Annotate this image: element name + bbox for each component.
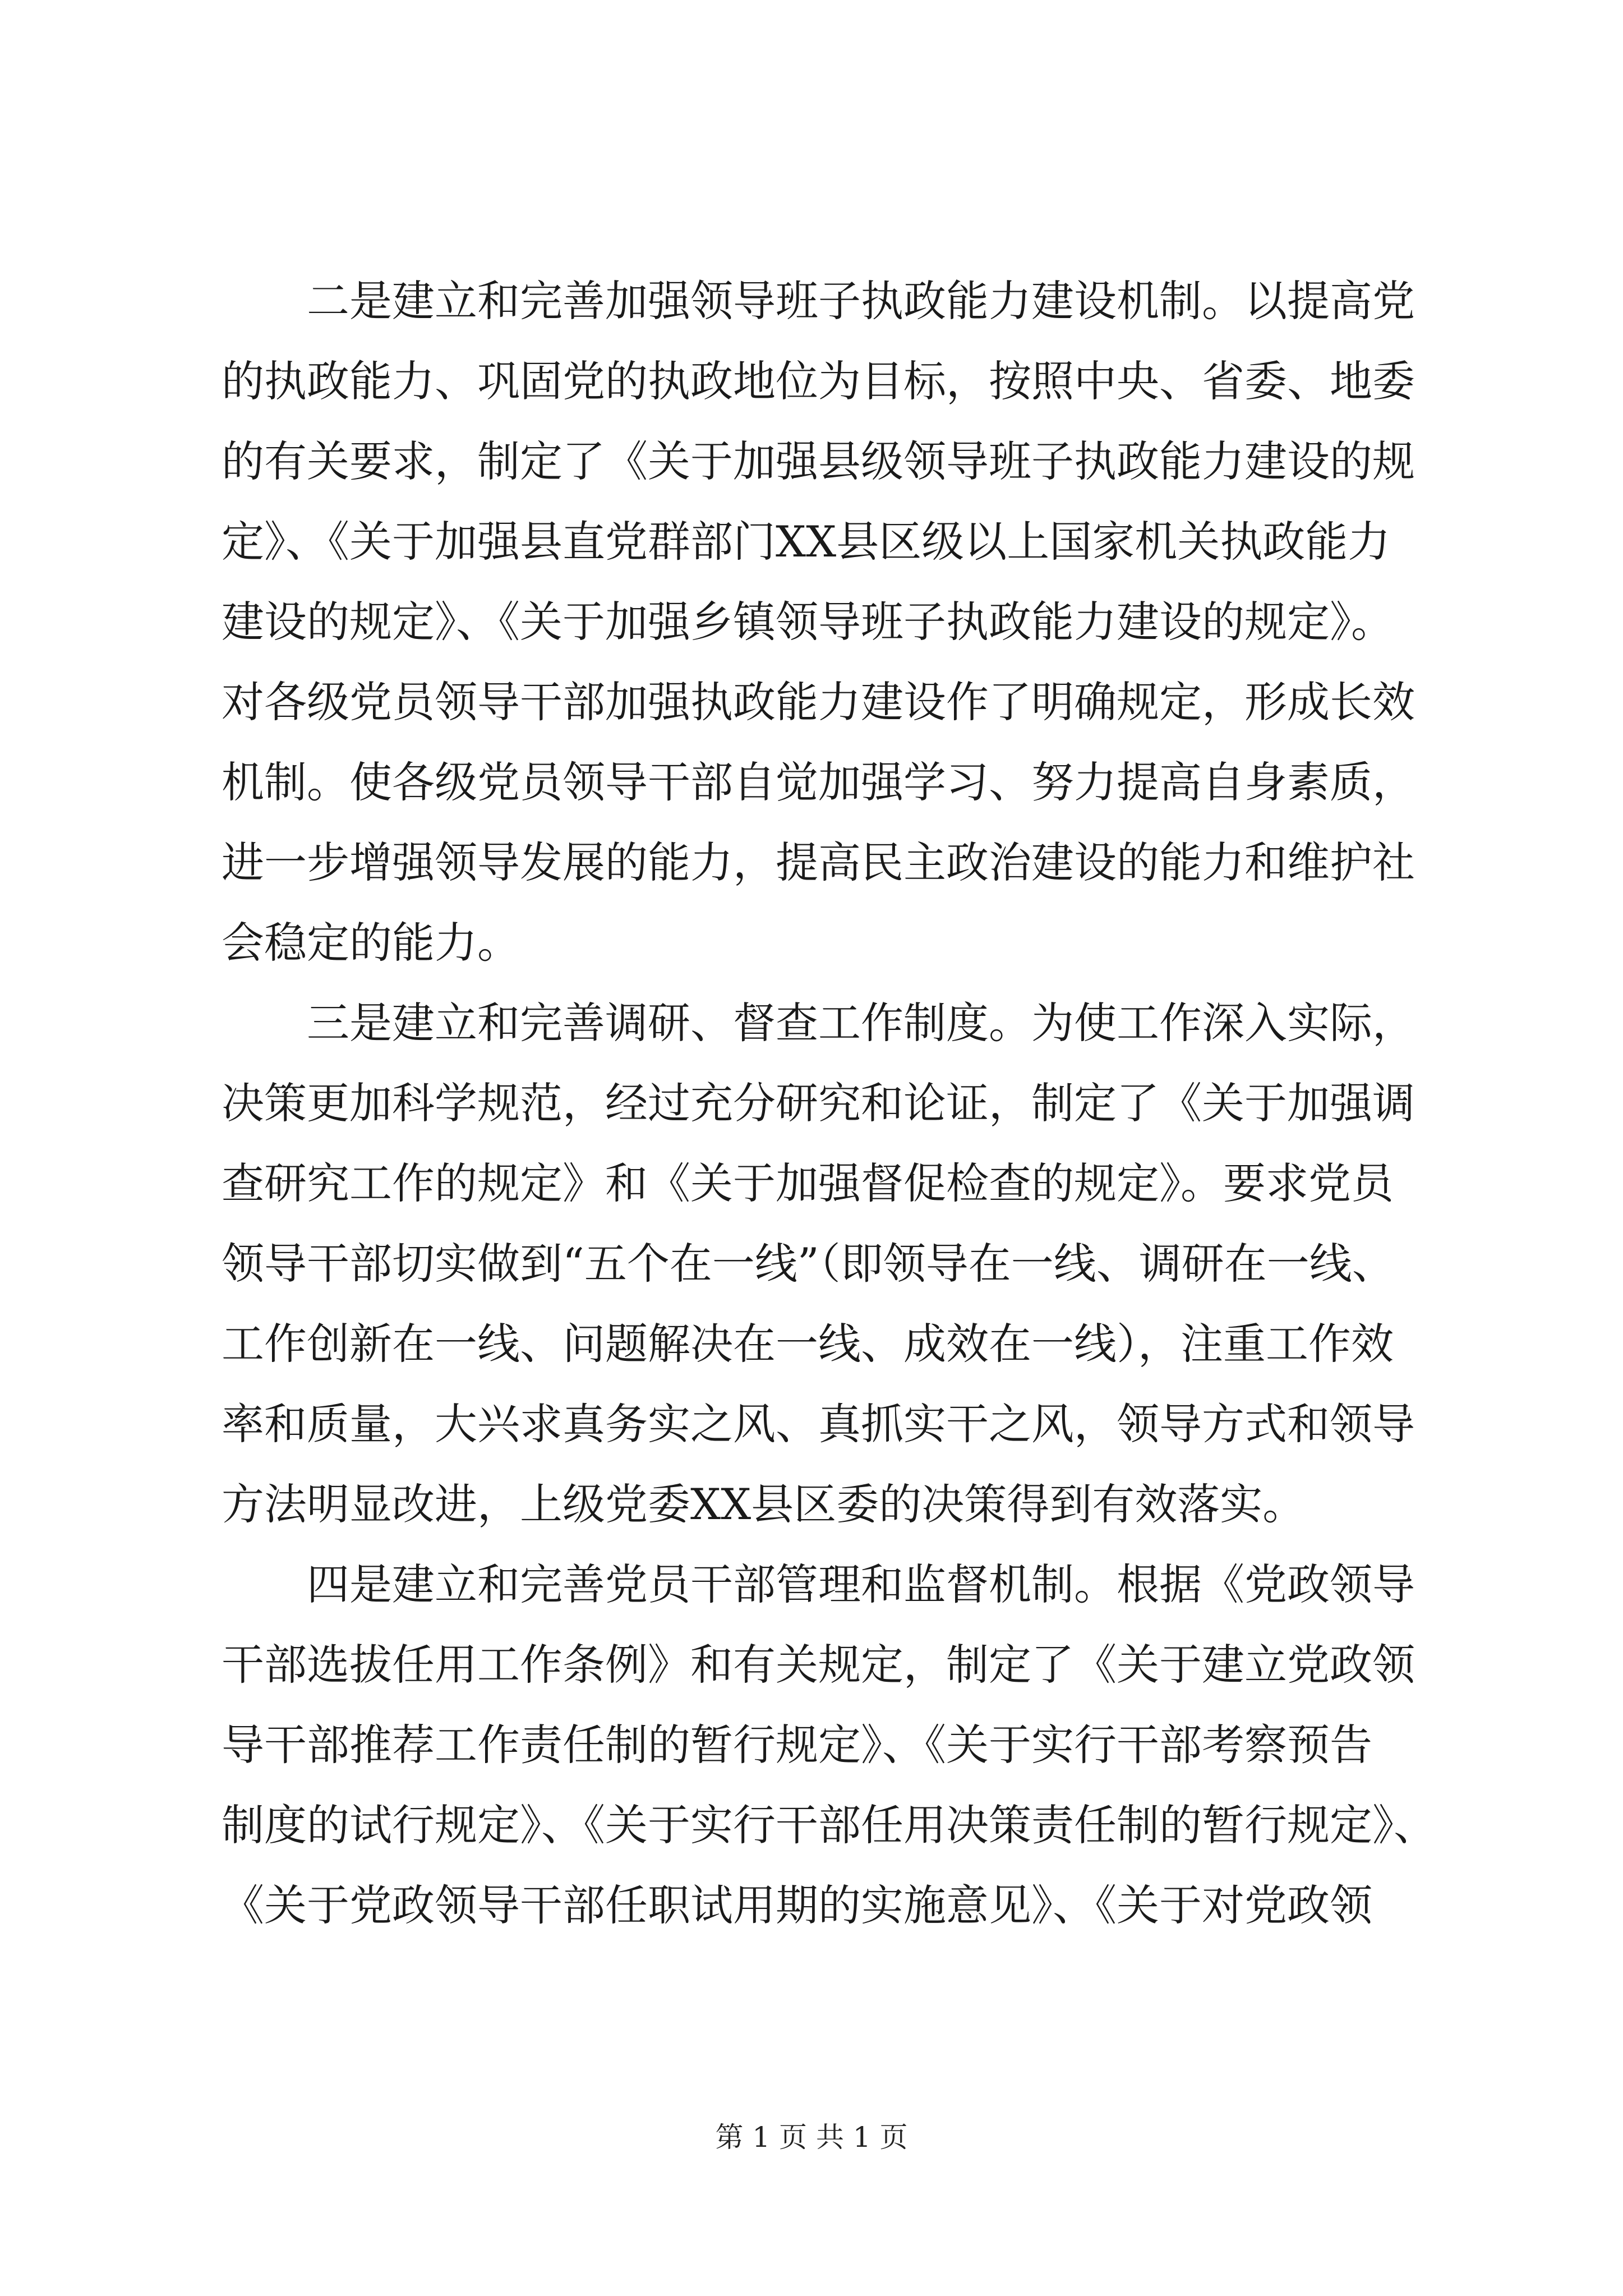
text-line: 二是建立和完善加强领导班子执政能力建设机制。以提高党 — [222, 276, 1415, 326]
text-line: 三是建立和完善调研、督查工作制度。为使工作深入实际， — [222, 998, 1415, 1048]
text-line: 的执政能力、巩固党的执政地位为目标，按照中央、省委、地委 — [222, 356, 1415, 406]
page-footer: 第 1 页 共 1 页 — [715, 2121, 908, 2154]
text-line: 《关于党政领导干部任职试用期的实施意见》、《关于对党政领 — [222, 1880, 1372, 1930]
text-line: 会稳定的能力。 — [222, 918, 520, 968]
text-line: 领导干部切实做到“五个在一线”（即领导在一线、调研在一线、 — [222, 1239, 1395, 1289]
text-line: 机制。使各级党员领导干部自觉加强学习、努力提高自身素质， — [222, 757, 1415, 807]
text-line: 制度的试行规定》、《关于实行干部任用决策责任制的暂行规定》、 — [222, 1800, 1436, 1850]
text-line: 率和质量，大兴求真务实之风、真抓实干之风，领导方式和领导 — [222, 1399, 1415, 1449]
text-line: 决策更加科学规范，经过充分研究和论证，制定了《关于加强调 — [222, 1078, 1415, 1128]
text-line: 对各级党员领导干部加强执政能力建设作了明确规定，形成长效 — [222, 677, 1415, 727]
text-line: 四是建立和完善党员干部管理和监督机制。根据《党政领导 — [222, 1559, 1415, 1609]
text-line: 工作创新在一线、问题解决在一线、成效在一线），注重工作效 — [222, 1319, 1394, 1369]
text-line: 建设的规定》、《关于加强乡镇领导班子执政能力建设的规定》。 — [222, 597, 1394, 647]
text-line: 干部选拔任用工作条例》和有关规定，制定了《关于建立党政领 — [222, 1640, 1415, 1690]
text-line: 导干部推荐工作责任制的暂行规定》、《关于实行干部考察预告 — [222, 1720, 1372, 1770]
text-line: 方法明显改进，上级党委XX县区委的决策得到有效落实。 — [222, 1479, 1306, 1529]
text-line: 查研究工作的规定》和《关于加强督促检查的规定》。要求党员 — [222, 1158, 1394, 1208]
text-line: 的有关要求，制定了《关于加强县级领导班子执政能力建设的规 — [222, 436, 1415, 486]
text-line: 进一步增强领导发展的能力，提高民主政治建设的能力和维护社 — [222, 838, 1415, 887]
text-line: 定》、《关于加强县直党群部门XX县区级以上国家机关执政能力 — [222, 517, 1391, 567]
